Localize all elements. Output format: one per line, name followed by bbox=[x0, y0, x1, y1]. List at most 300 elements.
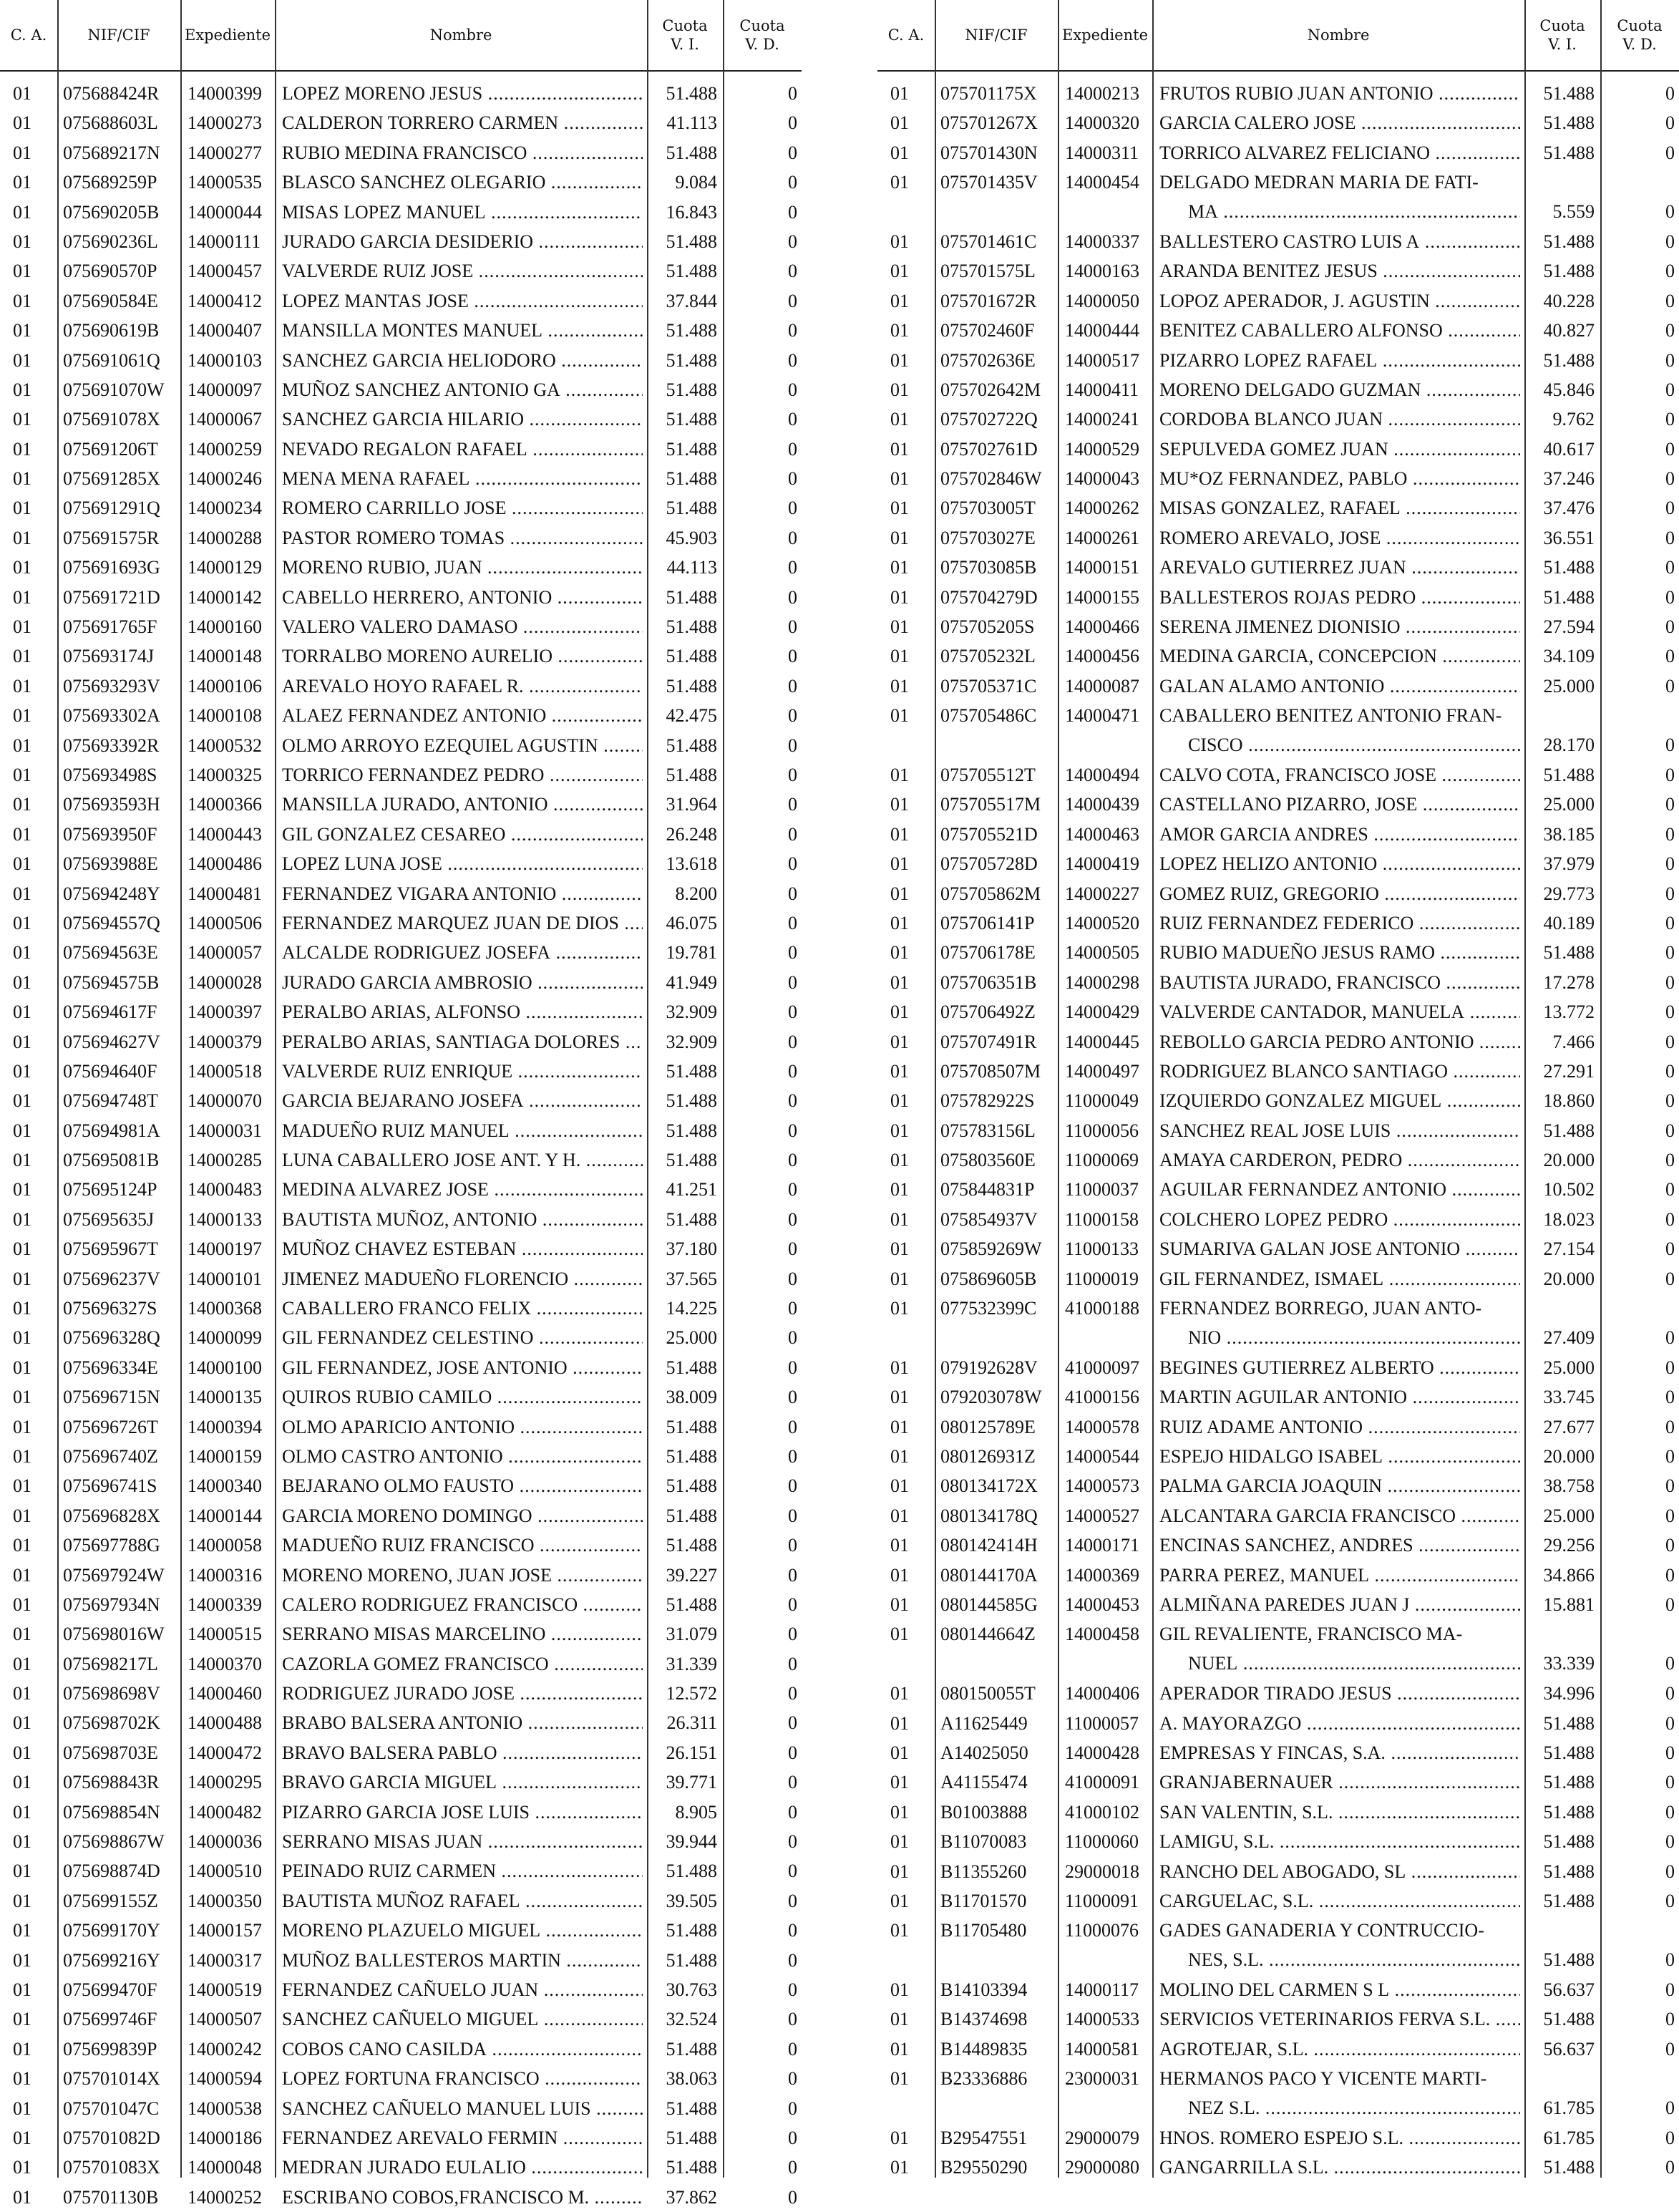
header-expediente: Expediente bbox=[1061, 26, 1149, 44]
cell-nif: 075695635J bbox=[63, 1208, 155, 1230]
cell-nombre: FRUTOS RUBIO JUAN ANTONIO ..... bbox=[1159, 82, 1520, 106]
table-row bbox=[0, 108, 802, 137]
cell-expediente: 14000317 bbox=[188, 1949, 262, 1971]
cell-cuota-vd: 0 bbox=[788, 2186, 797, 2208]
cell-cuota-vi: 51.488 bbox=[1543, 1712, 1595, 1734]
cell-cuota-vd: 0 bbox=[788, 349, 797, 371]
cell-nif: 080134172X bbox=[940, 1475, 1038, 1497]
cell-cuota-vi: 38.185 bbox=[1543, 823, 1595, 845]
cell-nif: 075694248Y bbox=[63, 883, 160, 904]
table-row bbox=[877, 820, 1679, 849]
cell-cuota-vd: 0 bbox=[1665, 1001, 1675, 1023]
cell-nombre: SAN VALENTIN, S.L. ..... bbox=[1159, 1800, 1520, 1825]
cell-cuota-vd: 0 bbox=[1665, 1357, 1675, 1378]
cell-expediente: 11000133 bbox=[1065, 1238, 1139, 1260]
cell-cuota-vd: 0 bbox=[1665, 586, 1675, 608]
cell-cuota-vd: 0 bbox=[788, 823, 797, 845]
cell-cuota-vd: 0 bbox=[1665, 1653, 1675, 1674]
cell-expediente: 41000097 bbox=[1065, 1357, 1139, 1378]
cell-cuota-vi: 51.488 bbox=[666, 83, 717, 104]
cell-nombre: SANCHEZ CAÑUELO MANUEL LUIS ..... bbox=[282, 2097, 643, 2121]
cell-nombre: PEINADO RUIZ CARMEN ..... bbox=[282, 1859, 643, 1883]
table-row bbox=[0, 1738, 802, 1767]
cell-ca: 01 bbox=[890, 912, 909, 933]
cell-ca: 01 bbox=[890, 2009, 909, 2030]
cell-nif: 075701175X bbox=[940, 83, 1037, 104]
cell-nombre: SERVICIOS VETERINARIOS FERVA S.L. ..... bbox=[1159, 2007, 1520, 2032]
cell-cuota-vi: 51.488 bbox=[666, 320, 717, 341]
table-row bbox=[877, 701, 1679, 760]
cell-expediente: 11000158 bbox=[1065, 1208, 1139, 1230]
cell-expediente: 14000241 bbox=[1065, 409, 1139, 430]
cell-cuota-vi: 28.170 bbox=[1543, 734, 1595, 756]
cell-nombre: BAUTISTA JURADO, FRANCISCO ..... bbox=[1159, 971, 1520, 995]
table-row bbox=[0, 79, 802, 108]
cell-ca: 01 bbox=[13, 705, 31, 727]
cell-nombre: ALCALDE RODRIGUEZ JOSEFA ..... bbox=[282, 941, 643, 965]
cell-ca: 01 bbox=[13, 1031, 31, 1052]
cell-nombre: RANCHO DEL ABOGADO, SL ..... bbox=[1159, 1860, 1520, 1884]
cell-nif: 075701082D bbox=[63, 2127, 160, 2148]
cell-nif: 075701575L bbox=[940, 261, 1036, 282]
cell-nif: 075705371C bbox=[940, 675, 1037, 697]
cell-cuota-vi: 51.488 bbox=[666, 438, 717, 460]
cell-nif: 075693593H bbox=[63, 794, 160, 815]
cell-nombre: LOPEZ FORTUNA FRANCISCO ..... bbox=[282, 2067, 643, 2091]
cell-cuota-vd: 0 bbox=[788, 853, 797, 875]
cell-ca: 01 bbox=[890, 1505, 909, 1526]
cell-cuota-vi: 51.488 bbox=[666, 616, 717, 638]
cell-expediente: 14000454 bbox=[1065, 172, 1139, 193]
cell-nif: 075696726T bbox=[63, 1416, 158, 1437]
cell-expediente: 14000070 bbox=[188, 1090, 262, 1112]
cell-ca: 01 bbox=[890, 1238, 909, 1260]
table-row bbox=[877, 1590, 1679, 1619]
cell-ca: 01 bbox=[890, 853, 909, 875]
table-row bbox=[0, 1175, 802, 1204]
cell-cuota-vi: 51.488 bbox=[666, 142, 717, 163]
cell-ca: 01 bbox=[13, 1772, 31, 1793]
cell-nombre: MADUEÑO RUIZ FRANCISCO ..... bbox=[282, 1533, 643, 1558]
cell-nombre: VALVERDE RUIZ JOSE ..... bbox=[282, 259, 643, 283]
cell-ca: 01 bbox=[13, 201, 31, 223]
cell-expediente: 14000028 bbox=[188, 971, 262, 993]
table-row bbox=[877, 316, 1679, 345]
cell-nombre: COLCHERO LOPEZ PEDRO ..... bbox=[1159, 1208, 1520, 1232]
cell-cuota-vi: 51.488 bbox=[1543, 2157, 1595, 2178]
cell-nombre: BLASCO SANCHEZ OLEGARIO ..... bbox=[282, 170, 643, 195]
cell-cuota-vi: 31.339 bbox=[666, 1653, 717, 1674]
cell-nif: 075705232L bbox=[940, 646, 1036, 667]
cell-nif: 075694640F bbox=[63, 1060, 157, 1082]
cell-ca: 01 bbox=[13, 1593, 31, 1615]
table-row bbox=[0, 1886, 802, 1916]
cell-cuota-vd: 0 bbox=[788, 1653, 797, 1674]
cell-nif: 075696327S bbox=[63, 1298, 157, 1319]
cell-nombre: GADES GANADERIA Y CONTRUCCIO- bbox=[1159, 1920, 1484, 1941]
cell-nombre: RODRIGUEZ JURADO JOSE ..... bbox=[282, 1682, 643, 1706]
cell-cuota-vd: 0 bbox=[788, 1890, 797, 1911]
cell-expediente: 14000197 bbox=[188, 1238, 262, 1260]
cell-nombre: BRAVO GARCIA MIGUEL ..... bbox=[282, 1770, 643, 1795]
table-row bbox=[0, 1501, 802, 1531]
cell-expediente: 14000453 bbox=[1065, 1593, 1139, 1615]
cell-ca: 01 bbox=[13, 1949, 31, 1971]
cell-cuota-vi: 51.488 bbox=[1543, 586, 1595, 608]
cell-cuota-vi: 12.572 bbox=[666, 1683, 717, 1704]
cell-cuota-vd: 0 bbox=[788, 1475, 797, 1497]
cell-nif: B11355260 bbox=[940, 1861, 1027, 1882]
cell-nif: 075690584E bbox=[63, 290, 158, 311]
header-nombre: Nombre bbox=[429, 26, 492, 44]
cell-cuota-vi: 51.488 bbox=[666, 1861, 717, 1882]
table-row bbox=[0, 256, 802, 286]
cell-nif: 075699470F bbox=[63, 1979, 157, 2000]
cell-cuota-vi: 7.466 bbox=[1552, 1031, 1595, 1052]
cell-cuota-vi: 40.827 bbox=[1543, 320, 1595, 341]
cell-cuota-vd: 0 bbox=[788, 1416, 797, 1437]
cell-nif: 075706178E bbox=[940, 942, 1036, 964]
cell-expediente: 14000157 bbox=[188, 1920, 262, 1941]
cell-cuota-vd: 0 bbox=[1665, 2038, 1675, 2060]
cell-ca: 01 bbox=[13, 2186, 31, 2208]
cell-expediente: 11000056 bbox=[1065, 1120, 1139, 1141]
cell-cuota-vi: 51.488 bbox=[1543, 112, 1595, 134]
table-row bbox=[0, 286, 802, 316]
cell-expediente: 14000581 bbox=[1065, 2038, 1139, 2060]
cell-cuota-vd: 0 bbox=[788, 1298, 797, 1319]
table-row bbox=[0, 938, 802, 967]
cell-nif: 075869605B bbox=[940, 1268, 1037, 1289]
cell-nif: 075696741S bbox=[63, 1475, 157, 1497]
cell-cuota-vd: 0 bbox=[1665, 201, 1675, 223]
cell-cuota-vd: 0 bbox=[788, 1742, 797, 1763]
cell-cuota-vi: 26.248 bbox=[666, 823, 717, 845]
cell-cuota-vd: 0 bbox=[1665, 142, 1675, 163]
cell-expediente: 14000466 bbox=[1065, 616, 1139, 638]
cell-cuota-vd: 0 bbox=[788, 942, 797, 964]
cell-expediente: 29000079 bbox=[1065, 2128, 1139, 2149]
cell-cuota-vi: 51.488 bbox=[1543, 765, 1595, 786]
cell-ca: 01 bbox=[13, 438, 31, 460]
cell-expediente: 14000482 bbox=[188, 1801, 262, 1823]
cell-nif: B01003888 bbox=[940, 1801, 1028, 1823]
cell-expediente: 14000339 bbox=[188, 1593, 262, 1615]
cell-ca: 01 bbox=[890, 1861, 909, 1882]
cell-cuota-vi: 51.488 bbox=[1543, 1831, 1595, 1853]
cell-expediente: 14000594 bbox=[188, 2068, 262, 2090]
cell-ca: 01 bbox=[890, 349, 909, 371]
table-row bbox=[877, 256, 1679, 286]
cell-nif: 075702761D bbox=[940, 438, 1038, 460]
cell-nombre: AGROTEJAR, S.L. ..... bbox=[1159, 2037, 1520, 2062]
cell-ca: 01 bbox=[13, 1624, 31, 1645]
cell-nombre: PIZARRO LOPEZ RAFAEL ..... bbox=[1159, 349, 1520, 373]
cell-cuota-vi: 40.617 bbox=[1543, 438, 1595, 460]
cell-cuota-vd: 0 bbox=[1665, 734, 1675, 756]
cell-nif: B14374698 bbox=[940, 2009, 1028, 2030]
cell-nombre: BAUTISTA MUÑOZ RAFAEL ..... bbox=[282, 1889, 643, 1913]
table-row bbox=[0, 553, 802, 582]
cell-nif: 075702642M bbox=[940, 379, 1041, 400]
cell-cuota-vd: 0 bbox=[788, 1801, 797, 1823]
cell-cuota-vi: 51.488 bbox=[666, 1060, 717, 1082]
cell-ca: 01 bbox=[13, 675, 31, 697]
cell-nombre: SANCHEZ REAL JOSE LUIS ..... bbox=[1159, 1119, 1520, 1143]
cell-cuota-vi: 37.476 bbox=[1543, 498, 1595, 519]
cell-cuota-vd: 0 bbox=[1665, 646, 1675, 667]
cell-cuota-vi: 51.488 bbox=[1543, 1861, 1595, 1882]
cell-cuota-vi: 51.488 bbox=[666, 1920, 717, 1941]
cell-ca: 01 bbox=[13, 1150, 31, 1171]
cell-cuota-vd: 0 bbox=[788, 1327, 797, 1349]
cell-expediente: 14000494 bbox=[1065, 765, 1139, 786]
cell-cuota-vi: 20.000 bbox=[1543, 1150, 1595, 1171]
cell-cuota-vd: 0 bbox=[1665, 883, 1675, 904]
cell-expediente: 11000049 bbox=[1065, 1090, 1139, 1112]
cell-nombre-continuation bbox=[1159, 1651, 1520, 1676]
cell-expediente: 41000091 bbox=[1065, 1772, 1139, 1793]
table-row bbox=[877, 464, 1679, 493]
cell-nif: 075698854N bbox=[63, 1801, 160, 1823]
cell-expediente: 14000483 bbox=[188, 1179, 262, 1200]
cell-nombre: VALERO VALERO DAMASO ..... bbox=[282, 615, 643, 639]
cell-ca: 01 bbox=[890, 1208, 909, 1230]
table-row bbox=[877, 553, 1679, 582]
cell-nif: 075701461C bbox=[940, 231, 1037, 252]
cell-cuota-vi: 51.488 bbox=[666, 2097, 717, 2119]
cell-expediente: 14000106 bbox=[188, 675, 262, 697]
cell-expediente: 14000544 bbox=[1065, 1446, 1139, 1468]
cell-nif: 075782922S bbox=[940, 1090, 1035, 1112]
cell-nif: 075702722Q bbox=[940, 409, 1038, 430]
cell-cuota-vd: 0 bbox=[788, 112, 797, 134]
cell-nif: 080134178Q bbox=[940, 1505, 1038, 1526]
cell-nif: 075696328Q bbox=[63, 1327, 160, 1349]
cell-cuota-vi: 34.109 bbox=[1543, 646, 1595, 667]
table-row bbox=[0, 1057, 802, 1086]
cell-cuota-vd: 0 bbox=[788, 1179, 797, 1200]
cell-nif: 075696237V bbox=[63, 1268, 160, 1289]
cell-expediente: 14000419 bbox=[1065, 853, 1139, 875]
cell-cuota-vd: 0 bbox=[1665, 379, 1675, 400]
cell-expediente: 14000368 bbox=[188, 1298, 262, 1319]
cell-expediente: 14000406 bbox=[1065, 1683, 1139, 1704]
cell-nombre: JURADO GARCIA AMBROSIO ..... bbox=[282, 971, 643, 995]
cell-nif: 075698843R bbox=[63, 1772, 160, 1793]
cell-nombre: LOPEZ MANTAS JOSE ..... bbox=[282, 289, 643, 314]
cell-nombre: FERNANDEZ CAÑUELO JUAN ..... bbox=[282, 1978, 643, 2002]
cell-cuota-vi: 39.944 bbox=[666, 1831, 717, 1853]
table-body-right bbox=[877, 79, 1679, 2183]
cell-cuota-vd: 0 bbox=[1665, 1268, 1675, 1289]
cell-cuota-vd: 0 bbox=[788, 1772, 797, 1793]
cell-ca: 01 bbox=[13, 498, 31, 519]
table-row bbox=[877, 612, 1679, 641]
table-row bbox=[877, 2004, 1679, 2034]
cell-nif: B11701570 bbox=[940, 1890, 1027, 1911]
cell-cuota-vd: 0 bbox=[788, 1150, 797, 1171]
cell-nombre: PERALBO ARIAS, ALFONSO ..... bbox=[282, 1000, 643, 1024]
cell-cuota-vi: 42.475 bbox=[666, 705, 717, 727]
cell-cuota-vi: 51.488 bbox=[666, 1949, 717, 1971]
cell-ca: 01 bbox=[890, 705, 909, 727]
cell-nombre: JIMENEZ MADUEÑO FLORENCIO ..... bbox=[282, 1267, 643, 1291]
cell-nombre: FERNANDEZ VIGARA ANTONIO ..... bbox=[282, 882, 643, 906]
table-row bbox=[0, 1353, 802, 1382]
cell-nif: 080144585G bbox=[940, 1593, 1038, 1615]
cell-cuota-vd: 0 bbox=[1665, 498, 1675, 519]
cell-expediente: 11000076 bbox=[1065, 1920, 1139, 1941]
cell-ca: 01 bbox=[13, 2009, 31, 2030]
table-row bbox=[877, 523, 1679, 553]
cell-cuota-vd: 0 bbox=[788, 320, 797, 341]
cell-nombre: BRAVO BALSERA PABLO ..... bbox=[282, 1741, 643, 1765]
cell-expediente: 14000412 bbox=[188, 290, 262, 311]
cell-ca: 01 bbox=[890, 1031, 909, 1052]
cell-nombre: GIL FERNANDEZ, JOSE ANTONIO ..... bbox=[282, 1356, 643, 1380]
cell-ca: 01 bbox=[13, 1090, 31, 1112]
cell-cuota-vd: 0 bbox=[1665, 912, 1675, 933]
table-row bbox=[877, 968, 1679, 997]
cell-cuota-vi: 36.551 bbox=[1543, 527, 1595, 548]
cell-cuota-vi: 44.113 bbox=[666, 557, 717, 578]
cell-ca: 01 bbox=[13, 349, 31, 371]
cell-cuota-vd: 0 bbox=[788, 1120, 797, 1141]
cell-cuota-vi: 51.488 bbox=[666, 734, 717, 756]
cell-cuota-vd: 0 bbox=[788, 1861, 797, 1882]
cell-nif: 075690619B bbox=[63, 320, 160, 341]
cell-expediente: 14000259 bbox=[188, 438, 262, 460]
cell-nif: 075698703E bbox=[63, 1742, 158, 1763]
cell-cuota-vi: 27.409 bbox=[1543, 1327, 1595, 1349]
cell-cuota-vd: 0 bbox=[1665, 1060, 1675, 1082]
cell-ca: 01 bbox=[13, 1683, 31, 1704]
cell-nombre-line2: MA bbox=[1188, 201, 1218, 223]
cell-nif: 075694981A bbox=[63, 1120, 160, 1141]
cell-ca: 01 bbox=[890, 1742, 909, 1763]
cell-cuota-vd: 0 bbox=[1665, 2128, 1675, 2149]
cell-cuota-vd: 0 bbox=[788, 1090, 797, 1112]
cell-expediente: 14000163 bbox=[1065, 261, 1139, 282]
cell-ca: 01 bbox=[890, 1298, 909, 1319]
cell-expediente: 14000518 bbox=[188, 1060, 262, 1082]
cell-expediente: 14000369 bbox=[1065, 1564, 1139, 1586]
cell-expediente: 14000458 bbox=[1065, 1624, 1139, 1645]
cell-expediente: 23000031 bbox=[1065, 2068, 1139, 2090]
cell-cuota-vi: 51.488 bbox=[1543, 1949, 1595, 1971]
cell-cuota-vd: 0 bbox=[788, 1831, 797, 1853]
cell-expediente: 14000129 bbox=[188, 557, 262, 578]
cell-expediente: 14000273 bbox=[188, 112, 262, 134]
cell-cuota-vi: 37.862 bbox=[666, 2186, 717, 2208]
cell-nombre: CAZORLA GOMEZ FRANCISCO ..... bbox=[282, 1652, 643, 1677]
cell-nombre: SANCHEZ CAÑUELO MIGUEL ..... bbox=[282, 2007, 643, 2032]
cell-cuota-vi: 51.488 bbox=[1543, 2009, 1595, 2030]
cell-cuota-vi: 51.488 bbox=[666, 1505, 717, 1526]
cell-cuota-vi: 61.785 bbox=[1543, 2128, 1595, 2149]
cell-cuota-vd: 0 bbox=[1665, 794, 1675, 815]
cell-nif: 080150055T bbox=[940, 1683, 1036, 1704]
cell-ca: 01 bbox=[890, 1001, 909, 1023]
table-row bbox=[0, 997, 802, 1027]
cell-cuota-vd: 0 bbox=[1665, 527, 1675, 548]
cell-nombre: MORENO DELGADO GUZMAN ..... bbox=[1159, 378, 1520, 402]
cell-ca: 01 bbox=[890, 468, 909, 490]
cell-cuota-vd: 0 bbox=[788, 557, 797, 578]
cell-cuota-vd: 0 bbox=[1665, 853, 1675, 875]
cell-ca: 01 bbox=[13, 586, 31, 608]
cell-expediente: 14000463 bbox=[1065, 823, 1139, 845]
cell-expediente: 14000100 bbox=[188, 1357, 262, 1378]
cell-nif: 075707491R bbox=[940, 1031, 1037, 1052]
cell-expediente: 14000350 bbox=[188, 1890, 262, 1911]
cell-cuota-vd: 0 bbox=[788, 912, 797, 933]
cell-cuota-vd: 0 bbox=[1665, 349, 1675, 371]
cell-cuota-vd: 0 bbox=[1665, 765, 1675, 786]
cell-nif: 075695967T bbox=[63, 1238, 158, 1260]
table-row bbox=[0, 435, 802, 464]
cell-nombre-continuation bbox=[1159, 733, 1520, 757]
cell-nombre: CARGUELAC, S.L. ..... bbox=[1159, 1889, 1520, 1913]
table-row bbox=[877, 1827, 1679, 1856]
cell-nif: 075704279D bbox=[940, 586, 1038, 608]
cell-ca: 01 bbox=[890, 231, 909, 252]
cell-cuota-vd: 0 bbox=[788, 883, 797, 904]
cell-nombre: BEGINES GUTIERREZ ALBERTO ..... bbox=[1159, 1356, 1520, 1380]
cell-cuota-vd: 0 bbox=[788, 2097, 797, 2119]
cell-cuota-vd: 0 bbox=[1665, 675, 1675, 697]
cell-cuota-vd: 0 bbox=[1665, 1238, 1675, 1260]
cell-expediente: 14000506 bbox=[188, 912, 262, 933]
cell-nif: 075706351B bbox=[940, 971, 1037, 993]
cell-expediente: 14000527 bbox=[1065, 1505, 1139, 1526]
cell-ca: 01 bbox=[890, 142, 909, 163]
cell-nif: A11625449 bbox=[940, 1712, 1028, 1734]
cell-cuota-vd: 0 bbox=[788, 527, 797, 548]
cell-nif: B29550290 bbox=[940, 2157, 1028, 2178]
table-row bbox=[0, 1619, 802, 1649]
cell-nombre: AGUILAR FERNANDEZ ANTONIO ..... bbox=[1159, 1178, 1520, 1202]
header-nif: NIF/CIF bbox=[87, 26, 150, 44]
cell-nif: 075693302A bbox=[63, 705, 160, 727]
table-header bbox=[877, 0, 1679, 72]
cell-cuota-vd: 0 bbox=[788, 172, 797, 193]
cell-nombre-continuation bbox=[1159, 1326, 1520, 1350]
cell-nombre: SEPULVEDA GOMEZ JUAN ..... bbox=[1159, 437, 1520, 462]
cell-nif: 075698702K bbox=[63, 1712, 160, 1734]
table-row bbox=[877, 1738, 1679, 1767]
cell-nif: 075696334E bbox=[63, 1357, 158, 1378]
cell-nombre: VALVERDE RUIZ ENRIQUE ..... bbox=[282, 1059, 643, 1084]
cell-ca: 01 bbox=[890, 1801, 909, 1823]
cell-ca: 01 bbox=[13, 1712, 31, 1734]
cell-nombre: OLMO CASTRO ANTONIO ..... bbox=[282, 1445, 643, 1469]
cell-expediente: 14000316 bbox=[188, 1564, 262, 1586]
cell-nombre: GALAN ALAMO ANTONIO ..... bbox=[1159, 674, 1520, 699]
cell-ca: 01 bbox=[13, 1416, 31, 1437]
cell-ca: 01 bbox=[13, 557, 31, 578]
cell-ca: 01 bbox=[890, 883, 909, 904]
table-row bbox=[877, 1975, 1679, 2004]
cell-ca: 01 bbox=[890, 290, 909, 311]
table-row bbox=[0, 2094, 802, 2123]
cell-nif: 075691078X bbox=[63, 409, 160, 430]
cell-expediente: 14000186 bbox=[188, 2127, 262, 2148]
cell-nombre: LOPEZ LUNA JOSE ..... bbox=[282, 852, 643, 876]
table-row bbox=[877, 1857, 1679, 1886]
table-row bbox=[877, 1442, 1679, 1471]
